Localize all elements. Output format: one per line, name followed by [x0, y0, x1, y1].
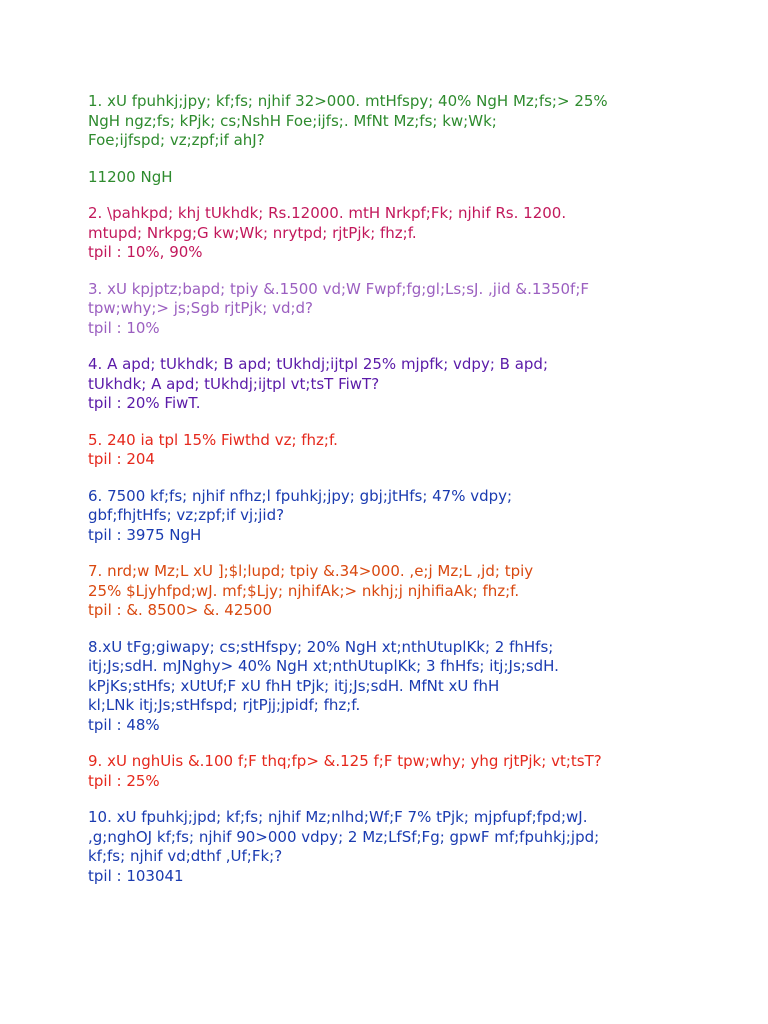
question-block [88, 431, 728, 470]
text-line: gbf;fhjtHfs; vz;zpf;if vj;jid? [88, 506, 285, 524]
text-line: itj;Js;sdH. mJNghy> 40% NgH xt;nthUtuplKk; 3 fhHfs; itj;Js;sdH. [88, 657, 559, 675]
text-line: tpil : 10%, 90% [88, 243, 203, 261]
text-line: Foe;ijfspd; vz;zpf;if ahJ? [88, 131, 265, 149]
text-line: tpil : 204 [88, 450, 155, 468]
text-line: 8.xU tFg;giwapy; cs;stHfspy; 20% NgH xt;nthUtuplKk; 2 fhHfs; [88, 637, 554, 656]
text-line: tpil : &. 8500> &. 42500 [88, 601, 273, 619]
text-line: tpil : 103041 [88, 866, 184, 885]
question-block [88, 562, 728, 621]
text-line: 6. 7500 kf;fs; njhif nfhz;l fpuhkj;jpy; gbj;jtHfs; 47% vdpy; [88, 486, 513, 505]
text-line: tpil : 10% [88, 318, 160, 337]
text-line: 3. xU kpjptz;bapd; tpiy &.1500 vd;W Fwpf;fg;gl;Ls;sJ. ,jid &.1350f;F [88, 279, 590, 298]
text-line: tpil : 3975 NgH [88, 525, 202, 544]
text-line: 7. nrd;w Mz;L xU ];$l;lupd; tpiy &.34>000. ,e;j Mz;L ,jd; tpiy [88, 562, 534, 580]
question-block [88, 168, 728, 188]
question-block [88, 92, 728, 151]
text-line: 10. xU fpuhkj;jpd; kf;fs; njhif Mz;nlhd;Wf;F 7% tPjk; mjpfupf;fpd;wJ. [88, 808, 588, 826]
text-line: 4. A apd; tUkhdk; B apd; tUkhdj;ijtpl 25% mjpfk; vdpy; B apd; [88, 355, 548, 373]
text-line: 25% $Ljyhfpd;wJ. mf;$Ljy; njhifAk;> nkhj;j njhifiaAk; fhz;f. [88, 581, 520, 600]
text-line: 9. xU nghUis &.100 f;F thq;fp> &.125 f;F tpw;why; yhg rjtPjk; vt;tsT? [88, 752, 602, 770]
text-line: ,g;nghOJ kf;fs; njhif 90>000 vdpy; 2 Mz;LfSf;Fg; gpwF mf;fpuhkj;jpd; [88, 827, 600, 846]
text-line: tpil : 48% [88, 715, 160, 734]
question-block [88, 638, 728, 736]
question-block [88, 355, 728, 414]
text-line: kf;fs; njhif vd;dthf ,Uf;Fk;? [88, 847, 283, 865]
question-block [88, 752, 728, 791]
text-line: 11200 NgH [88, 167, 173, 186]
text-line: NgH ngz;fs; kPjk; cs;NshH Foe;ijfs;. MfNt Mz;fs; kw;Wk; [88, 111, 497, 130]
text-line: 1. xU fpuhkj;jpy; kf;fs; njhif 32>000. mtHfspy; 40% NgH Mz;fs;> 25% [88, 92, 608, 110]
question-block [88, 487, 728, 546]
text-line: kPjKs;stHfs; xUtUf;F xU fhH tPjk; itj;Js;sdH. MfNt xU fhH [88, 676, 500, 695]
text-line: tpil : 20% FiwT. [88, 394, 201, 412]
text-line: 2. \pahkpd; khj tUkhdk; Rs.12000. mtH Nrkpf;Fk; njhif Rs. 1200. [88, 204, 567, 222]
text-line: tpw;why;> js;Sgb rjtPjk; vd;d? [88, 299, 314, 317]
text-line: kl;LNk itj;Js;stHfspd; rjtPjj;jpidf; fhz;f. [88, 696, 361, 714]
question-block [88, 280, 728, 339]
question-block [88, 808, 728, 886]
text-line: 5. 240 ia tpl 15% Fiwthd vz; fhz;f. [88, 430, 338, 449]
text-line: mtupd; Nrkpg;G kw;Wk; nrytpd; rjtPjk; fhz;f. [88, 223, 417, 242]
text-line: tpil : 25% [88, 771, 160, 790]
text-line: tUkhdk; A apd; tUkhdj;ijtpl vt;tsT FiwT? [88, 374, 380, 393]
question-block [88, 204, 728, 263]
